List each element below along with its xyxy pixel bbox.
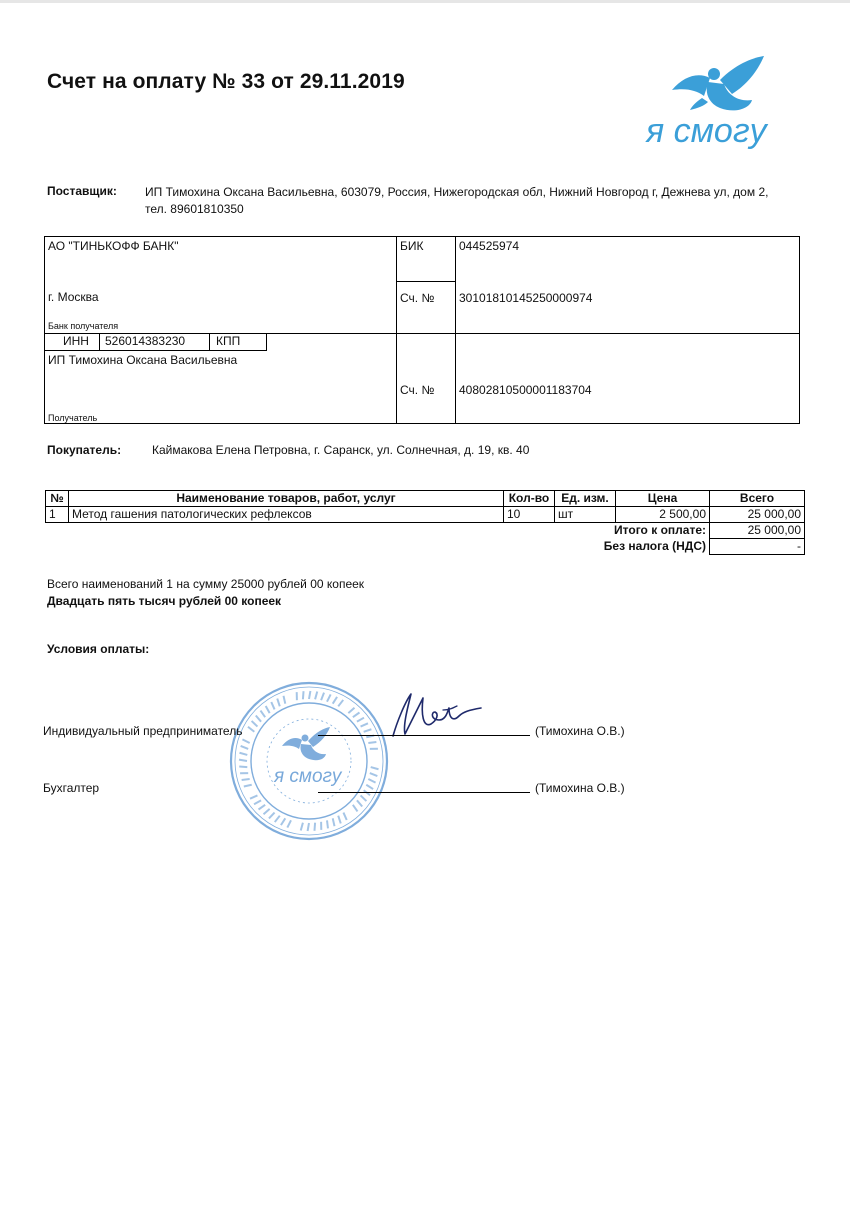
- stamp-ring-mark: [368, 742, 376, 743]
- stamp-ring-mark: [266, 706, 270, 713]
- stamp-ring-mark: [287, 820, 291, 827]
- stamp-ring-mark: [353, 805, 358, 812]
- table-row: [46, 507, 805, 523]
- stamp-ring-mark: [281, 818, 285, 825]
- inn-value: 526014383230: [100, 334, 210, 350]
- stamp-ring-mark: [368, 779, 375, 783]
- accountant-role: Бухгалтер: [43, 781, 100, 795]
- entrepreneur-signature-line: [318, 735, 530, 736]
- goods-table: [45, 490, 805, 555]
- stamp-ring-mark: [333, 818, 335, 826]
- vat-row: [46, 539, 805, 555]
- stamp-ring-mark: [239, 766, 247, 767]
- stamp-ring-mark: [333, 697, 337, 704]
- stamp-ring-mark: [242, 739, 249, 743]
- stamp-ring-mark: [361, 795, 367, 801]
- stamp-ring-mark: [250, 795, 257, 798]
- col-qty-header: Кол-во: [504, 491, 555, 507]
- account-value: 40802810500001183704: [459, 383, 592, 397]
- stamp-ring-mark: [370, 773, 378, 776]
- logo-text: я смогу: [646, 112, 767, 150]
- stamp-ring-mark: [371, 767, 379, 769]
- stamp-ring-mark: [364, 729, 372, 732]
- total-value: 25 000,00: [710, 523, 805, 539]
- handwritten-signature: [383, 688, 493, 740]
- bank-details-box: [44, 236, 800, 424]
- angel-icon: [672, 56, 764, 110]
- stamp-ring-mark: [259, 805, 266, 810]
- stamp-ring-mark: [239, 760, 247, 761]
- buyer-label: Покупатель:: [47, 443, 122, 457]
- row-num: 1: [46, 507, 69, 523]
- total-label: Итого к оплате:: [614, 523, 706, 538]
- supplier-label: Поставщик:: [47, 184, 117, 198]
- stamp-angel-icon: [282, 727, 330, 760]
- total-row: [46, 523, 805, 539]
- stamp-ring-mark: [239, 753, 247, 755]
- stamp-logo-text: я смогу: [274, 766, 342, 787]
- stamp-ring-mark: [327, 694, 331, 701]
- stamp-ring-mark: [254, 800, 261, 804]
- bik-label: БИК: [400, 239, 424, 253]
- stamp-ring-mark: [314, 823, 315, 831]
- stamp-ring-mark: [252, 721, 258, 727]
- vat-value: -: [710, 539, 805, 555]
- corr-account-label: Сч. №: [400, 291, 435, 305]
- stamp-ring-mark: [366, 785, 373, 789]
- stamp-ring-mark: [248, 727, 254, 732]
- stamp-ring-mark: [264, 809, 270, 814]
- stamp-ring-mark: [338, 700, 343, 706]
- stamp-ring-mark: [357, 718, 364, 722]
- stamp-ring-mark: [338, 816, 341, 824]
- supplier-details: ИП Тимохина Оксана Васильевна, 603079, Россия, Нижегородская обл, Нижний Новгород г, Дежнева ул, дом 2, тел. 89601810350: [145, 185, 769, 216]
- row-unit: шт: [555, 507, 616, 523]
- stamp-ring-mark: [309, 691, 310, 699]
- stamp-ring-mark: [256, 716, 261, 722]
- stamp-ring-mark: [315, 691, 317, 699]
- stamp-ring-mark: [301, 823, 303, 831]
- entrepreneur-role: Индивидуальный предприниматель: [43, 724, 243, 738]
- ya-smogu-logo: [640, 50, 800, 160]
- stamp-ring-mark: [303, 691, 304, 699]
- corr-account-value: 30101810145250000974: [459, 291, 593, 305]
- recipient-label: Получатель: [48, 413, 98, 423]
- bank-name: АО "ТИНЬКОФФ БАНК": [48, 239, 179, 253]
- stamp-ring-mark: [361, 723, 368, 726]
- page-title: Счет на оплату № 33 от 29.11.2019: [47, 70, 405, 93]
- recipient-bank-label: Банк получателя: [48, 321, 119, 331]
- stamp-ring-mark: [277, 699, 280, 707]
- stamp-ring-mark: [242, 779, 250, 780]
- stamp-ring-mark: [241, 746, 249, 749]
- stamp-ring-mark: [275, 816, 280, 822]
- col-name-header: Наименование товаров, работ, услуг: [69, 491, 504, 507]
- col-total-header: Всего: [710, 491, 805, 507]
- seal-stamp: [228, 680, 390, 842]
- table-header-row: [46, 491, 805, 507]
- payment-terms-label: Условия оплаты:: [47, 642, 150, 656]
- account-label: Сч. №: [400, 383, 435, 397]
- row-qty: 10: [504, 507, 555, 523]
- accountant-name: (Тимохина О.В.): [535, 781, 625, 795]
- stamp-ring-mark: [327, 820, 328, 828]
- buyer-details: Каймакова Елена Петровна, г. Саранск, ул. Солнечная, д. 19, кв. 40: [152, 443, 530, 457]
- recipient-name: ИП Тимохина Оксана Васильевна: [48, 353, 238, 367]
- row-total: 25 000,00: [710, 507, 805, 523]
- summary-amount-words: Двадцать пять тысяч рублей 00 копеек: [47, 594, 282, 608]
- stamp-ring-mark: [308, 823, 309, 831]
- stamp-ring-mark: [321, 693, 324, 701]
- stamp-ring-mark: [284, 696, 286, 704]
- col-unit-header: Ед. изм.: [555, 491, 616, 507]
- inn-kpp-row: [45, 334, 267, 351]
- accountant-signature-line: [318, 792, 530, 793]
- stamp-ring-mark: [269, 813, 275, 819]
- stamp-ring-mark: [353, 713, 360, 718]
- top-divider: [0, 0, 850, 3]
- bank-city: г. Москва: [48, 290, 99, 304]
- row-name: Метод гашения патологических рефлексов: [69, 507, 504, 523]
- stamp-ring-mark: [244, 785, 252, 787]
- inn-label: ИНН: [45, 334, 100, 350]
- stamp-ring-mark: [343, 813, 346, 820]
- summary-count-line: Всего наименований 1 на сумму 25000 рублей 00 копеек: [47, 577, 365, 591]
- col-price-header: Цена: [616, 491, 710, 507]
- col-num-header: №: [46, 491, 69, 507]
- stamp-ring-mark: [271, 702, 274, 709]
- entrepreneur-name: (Тимохина О.В.): [535, 724, 625, 738]
- stamp-ring-mark: [261, 711, 266, 718]
- bik-value: 044525974: [459, 239, 520, 253]
- kpp-label: КПП: [210, 334, 267, 350]
- row-price: 2 500,00: [616, 507, 710, 523]
- stamp-ring-mark: [357, 800, 362, 806]
- vat-label: Без налога (НДС): [603, 539, 706, 553]
- stamp-ring-mark: [348, 708, 354, 713]
